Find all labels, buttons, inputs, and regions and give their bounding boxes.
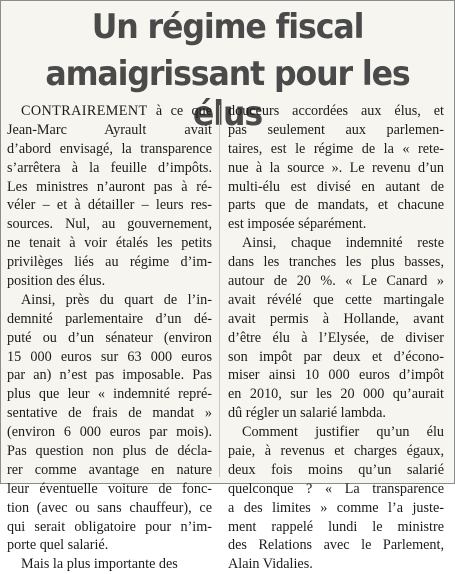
- text-line: qui serait obligatoire pour n’im-: [7, 518, 212, 535]
- text-line: Ainsi, chaque indemnité reste: [242, 235, 444, 252]
- text-line: avait révélé que cette martingale: [228, 291, 444, 308]
- text-line: véler – et à détailler – leurs res-: [7, 197, 212, 214]
- text-line: puté ou d’un sénateur (environ: [7, 329, 212, 346]
- article-column-left: [7, 102, 212, 574]
- text-line: CONTRAIREMENT à ce que: [21, 103, 212, 119]
- text-line: des Relations avec le Parlement,: [228, 537, 444, 554]
- text-line: Alain Vidalies.: [228, 556, 313, 573]
- text-line: paie, à revenus et charges égaux,: [228, 443, 444, 460]
- text-line: 15 000 euros sur 63 000 euros: [7, 348, 212, 365]
- text-line: dû régler un salarié lambda.: [228, 405, 386, 422]
- text-line: Les ministres n’auront pas à ré-: [7, 178, 212, 195]
- text-line: Pas question non plus de décla-: [7, 443, 212, 460]
- text-line: leur éventuelle voiture de fonc-: [7, 480, 212, 497]
- text-line: d’être élu à l’Elysée, de diviser: [228, 329, 444, 346]
- text-line: miser ainsi 10 000 euros d’impôt: [228, 367, 444, 384]
- text-line: multi-élu est divisé en autant de: [228, 178, 444, 195]
- text-line: (environ 6 000 euros par mois).: [7, 424, 212, 441]
- text-line: autour de 20 %. « Le Canard »: [228, 273, 444, 290]
- headline-line-2: amaigrissant pour les élus: [45, 54, 410, 134]
- text-line: d’abord envisagé, la transparence: [7, 140, 212, 157]
- text-line: en 2010, sur les 20 000 qu’aurait: [228, 386, 444, 403]
- text-line: parts que de mandats, et chacune: [228, 197, 444, 214]
- text-line: demnité parlementaire d’un dé-: [7, 310, 212, 327]
- text-line: est imposée séparément.: [228, 216, 367, 233]
- text-line: rer comme avantage en nature: [7, 461, 212, 478]
- text-line: position des élus.: [7, 273, 106, 290]
- text-line: avait permis à Hollande, avant: [228, 310, 444, 327]
- text-line: taires, est le régime de la « rete-: [228, 140, 444, 157]
- text-line: tion (avec ou sans chauffeur), ce: [7, 499, 212, 516]
- text-line: Mais la plus importante des: [21, 556, 178, 573]
- text-line: Ainsi, près du quart de l’in-: [21, 291, 212, 308]
- lead-word: CONTRAIREMENT: [21, 103, 148, 119]
- text-line: privilèges liés au régime d’im-: [7, 254, 212, 271]
- text-line: sources. Nul, au gouvernement,: [7, 216, 212, 233]
- headline-line-1: Un régime fiscal: [91, 7, 364, 47]
- text-line: quelconque ? « La transparence: [228, 480, 444, 497]
- text-line: douceurs accordées aux élus, et: [228, 103, 444, 119]
- column-divider: [219, 105, 220, 477]
- text-line: par an) n’est pas imposable. Pas: [7, 367, 212, 384]
- text-line: plus que leur « indemnité repré-: [7, 386, 212, 403]
- text-line: Comment justifier qu’un élu: [242, 424, 444, 441]
- text-line: ment rappelé lundi le ministre: [228, 518, 444, 535]
- text-line: nue à la source ». Le revenu d’un: [228, 159, 444, 176]
- text-line: son impôt par deux et d’écono-: [228, 348, 444, 365]
- text-line: ne tenait à voir étalés les petits: [7, 235, 212, 252]
- article-column-right: [228, 102, 444, 574]
- text-line: dans les tranches les plus basses,: [228, 254, 444, 271]
- text-line: s’arrêtera à la feuille d’impôts.: [7, 159, 212, 176]
- text-line: porte quel salarié.: [7, 537, 109, 554]
- text-line: pas seulement aux parlemen-: [228, 121, 444, 138]
- text-line: deux fois moins qu’un salarié: [228, 461, 444, 478]
- text-line: Jean-Marc Ayrault avait: [7, 121, 212, 138]
- text-line: a des limites » comme l’a juste-: [228, 499, 444, 516]
- text-line: sentative de frais de mandat »: [7, 405, 212, 422]
